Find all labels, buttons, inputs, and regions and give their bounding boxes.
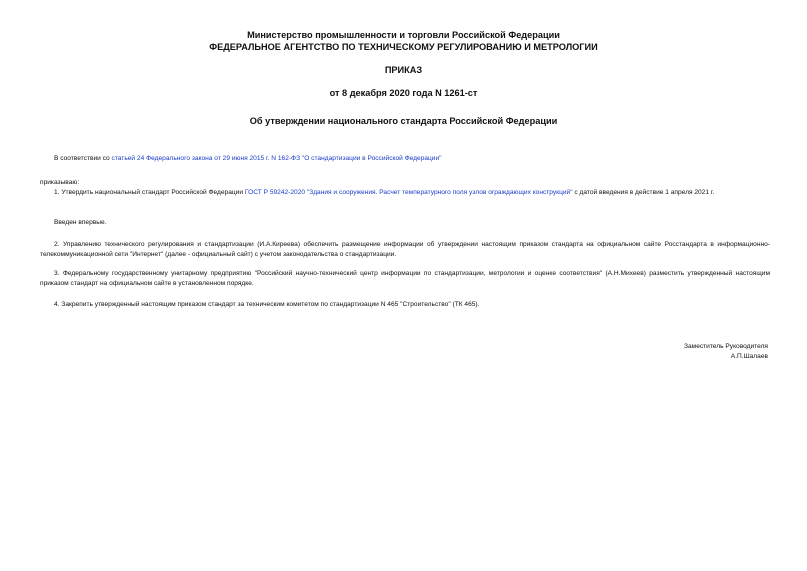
item-1-text: 1. Утвердить национальный стандарт Российской Федерации [54, 189, 245, 196]
item-4: 4. Закрепить утвержденный настоящим приказом стандарт за техническим комитетом по стандартизации N 465 "Строительство" (ТК 465). [54, 301, 480, 308]
item-1 [40, 188, 770, 198]
document-date-number: от 8 декабря 2020 года N 1261-ст [329, 88, 478, 98]
agency-name: ФЕДЕРАЛЬНОЕ АГЕНТСТВО ПО ТЕХНИЧЕСКОМУ РЕГУЛИРОВАНИЮ И МЕТРОЛОГИИ [209, 42, 598, 52]
order-word: приказываю: [40, 179, 80, 186]
preamble [40, 154, 770, 164]
document-type: ПРИКАЗ [384, 65, 423, 75]
document-title: Об утверждении национального стандарта Российской Федерации [249, 116, 558, 126]
signature-position: Заместитель Руководителя [684, 343, 768, 350]
item-2: 2. Управлению технического регулирования и стандартизации (И.А.Киреева) обеспечить размещение информации об утверждении настоящим приказом стандарта на официальном сайте Росстандарта в информационно-телекоммуникационной сети "Интернет" (далее - официальный сайт) с учетом законодательства о стандартизации. [40, 241, 770, 258]
gost-standard-link[interactable]: ГОСТ Р 59242-2020 "Здания и сооружения. Расчет температурного поля узлов ограждающих конструкций" [244, 189, 573, 196]
item-3: 3. Федеральному государственному унитарному предприятию "Российский научно-технический центр информации по стандартизации, метрологии и оценке соответствия" (А.Н.Михеев) разместить утвержденный настоящим приказом стандарт на официальном сайте в установленном порядке. [40, 270, 770, 287]
preamble-text: В соответствии со [54, 155, 112, 162]
ministry-name: Министерство промышленности и торговли Российской Федерации [247, 30, 560, 40]
note-first-introduced: Введен впервые. [54, 219, 107, 226]
signature-name: А.П.Шалаев [730, 353, 768, 360]
item-1-suffix: с датой введения в действие 1 апреля 2021 г. [572, 189, 715, 196]
federal-law-link[interactable]: статьей 24 Федерального закона от 29 июня 2015 г. N 162-ФЗ "О стандартизации в Российской Федерации" [111, 155, 442, 162]
